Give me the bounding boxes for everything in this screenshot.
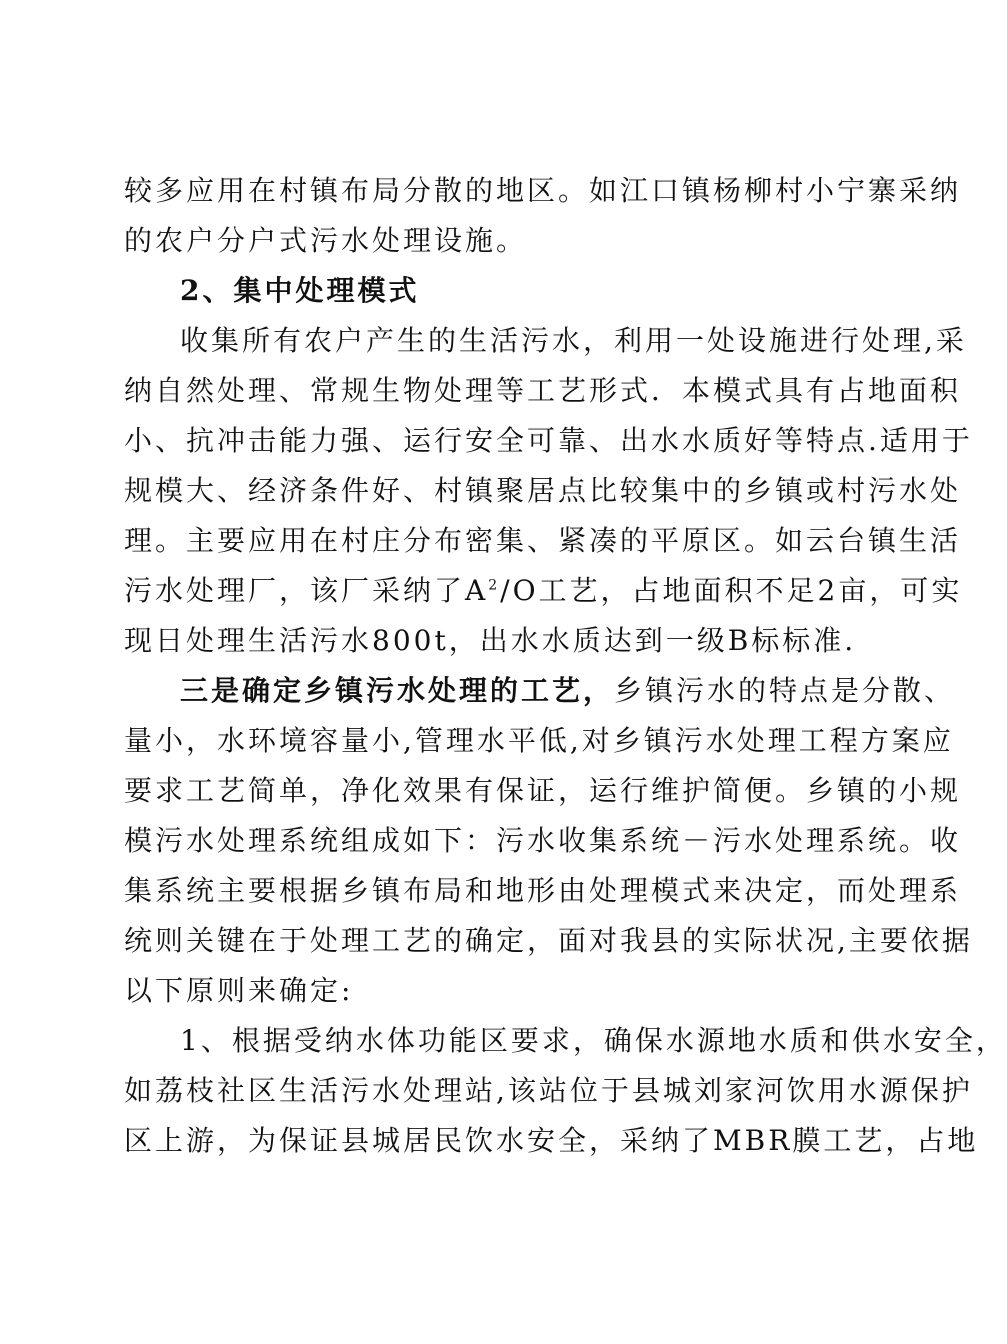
text-line: 模污水处理系统组成如下：污水收集系统－污水处理系统。收 [124, 824, 962, 857]
lead-bold-text: 三是确定乡镇污水处理的工艺， [180, 674, 615, 707]
text-line: 量小，水环境容量小,管理水平低,对乡镇污水处理工程方案应 [124, 724, 954, 757]
text-line-a2o [124, 566, 963, 616]
text-segment: 乡镇污水的特点是分散、 [614, 674, 956, 707]
text-segment: 污水处理厂，该厂采纳了A [124, 574, 489, 607]
text-line: 1、根据受纳水体功能区要求，确保水源地水质和供水安全， [180, 1024, 1007, 1057]
text-line: 以下原则来确定: [124, 974, 354, 1007]
text-line: 的农户分户式污水处理设施。 [124, 224, 528, 257]
text-line: 收集所有农户产生的生活污水，利用一处设施进行处理,采 [180, 324, 967, 357]
section-heading: 2、集中处理模式 [180, 274, 420, 307]
text-line: 小、抗冲击能力强、运行安全可靠、出水水质好等特点.适用于 [124, 424, 973, 457]
text-line: 如荔枝社区生活污水处理站,该站位于县城刘家河饮用水源保护 [124, 1074, 973, 1107]
text-line: 区上游，为保证县城居民饮水安全，采纳了MBR膜工艺，占地 [124, 1124, 979, 1157]
text-line: 集系统主要根据乡镇布局和地形由处理模式来决定，而处理系 [124, 874, 962, 907]
text-segment: /O工艺，占地面积不足2亩，可实 [500, 574, 963, 607]
text-line: 纳自然处理、常规生物处理等工艺形式．本模式具有占地面积 [124, 374, 962, 407]
text-line: 现日处理生活污水800t，出水水质达到一级B标标准. [124, 624, 857, 657]
text-line: 较多应用在村镇布局分散的地区。如江口镇杨柳村小宁寨采纳 [124, 174, 962, 207]
text-line-lead [180, 666, 956, 716]
text-line: 要求工艺简单，净化效果有保证，运行维护简便。乡镇的小规 [124, 774, 962, 807]
text-line: 理。主要应用在村庄分布密集、紧凑的平原区。如云台镇生活 [124, 524, 962, 557]
text-line: 统则关键在于处理工艺的确定，面对我县的实际状况,主要依据 [124, 924, 973, 957]
text-line: 规模大、经济条件好、村镇聚居点比较集中的乡镇或村污水处 [124, 474, 962, 507]
superscript: 2 [488, 577, 501, 594]
